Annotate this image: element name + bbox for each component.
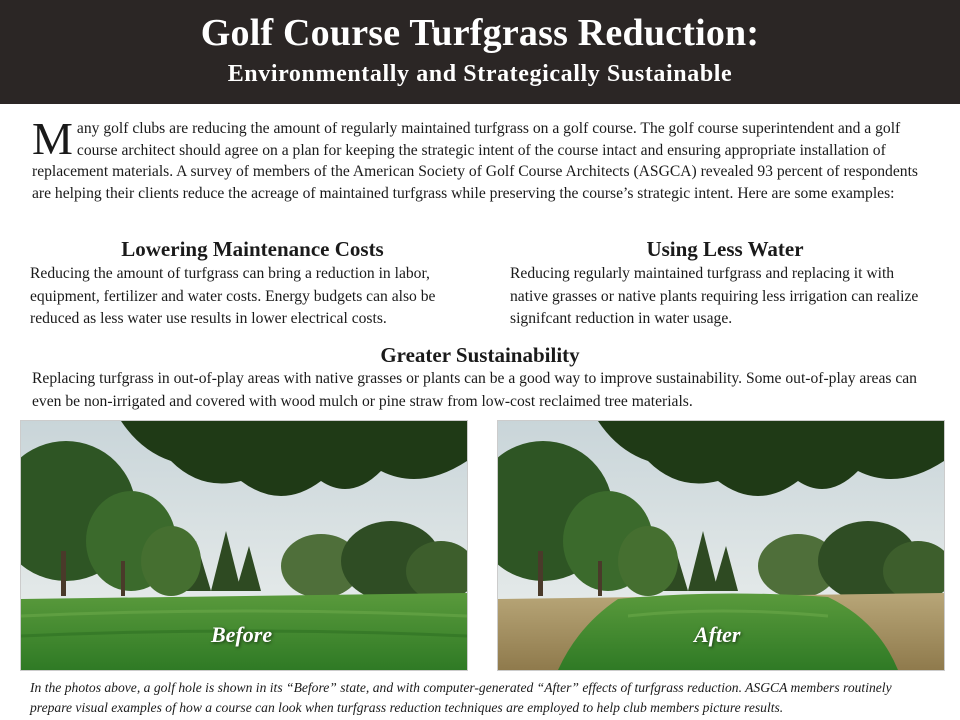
costs-body: Reducing the amount of turfgrass can bring a reduction in labor, equipment, fertilizer and water costs. Energy budgets can also be reduced as less water use results in lower electrical costs. (30, 265, 436, 327)
page-title: Golf Course Turfgrass Reduction: (200, 12, 760, 54)
before-photo (20, 420, 468, 671)
intro-paragraph (32, 113, 932, 204)
sustainability-body: Replacing turfgrass in out-of-play areas with native grasses or plants can be a good way to improve sustainability. Some out-of-play areas can even be non-irrigated and covered with wood mulch or pine straw from low-cost reclaimed tree materials. (32, 370, 917, 410)
after-photo (497, 420, 945, 671)
water-heading: Using Less Water (646, 237, 804, 261)
intro-text: any golf clubs are reducing the amount of regularly maintained turfgrass on a golf course. The golf course superintendent and a golf course architect should agree on a plan for keeping the strategic intent of the course intact and ensuring appropriate installation of replacement materials. A survey of members of the American Society of Golf Course Architects (ASGCA) revealed 93 percent of respondents are helping their clients reduce the acreage of maintained turfgrass while preserving the course’s strategic intent. Here are some examples: (32, 120, 918, 202)
page-subtitle: Environmentally and Strategically Sustainable (227, 61, 733, 87)
costs-heading: Lowering Maintenance Costs (121, 237, 384, 261)
water-body: Reducing regularly maintained turfgrass and replacing it with native grasses or native plants requiring less irrigation can realize signifcant reduction in water usage. (510, 265, 919, 327)
header-banner (0, 0, 960, 104)
drop-cap: M (32, 113, 73, 164)
after-label: After (694, 622, 741, 647)
photo-caption: In the photos above, a golf hole is shown in its “Before” state, and with computer-generated “After” effects of turfgrass reduction. ASGCA members routinely prepare visual examples of how a course can look when turfgrass reduction techniques are employed to help club members picture results. (30, 680, 892, 715)
before-label: Before (211, 622, 273, 647)
sustainability-heading: Greater Sustainability (380, 343, 580, 367)
